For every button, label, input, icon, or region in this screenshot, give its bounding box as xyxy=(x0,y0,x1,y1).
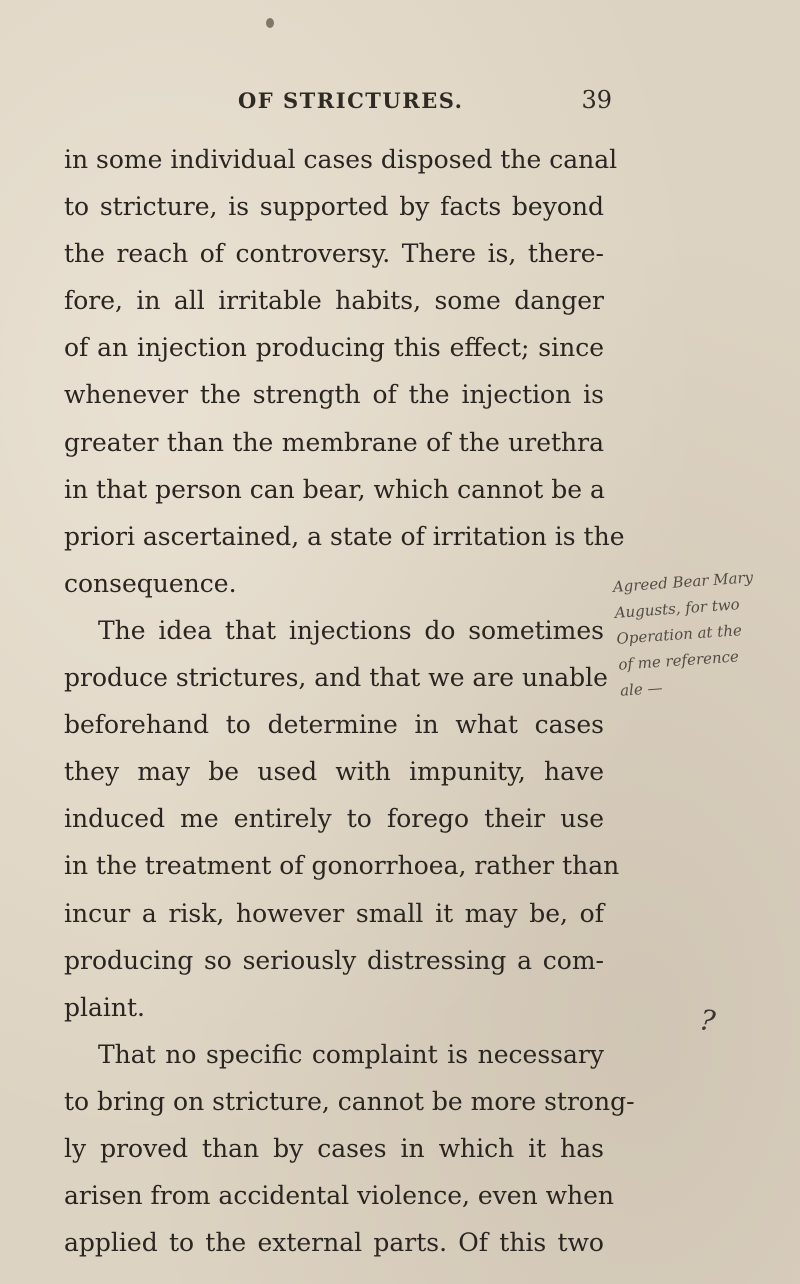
handwritten-margin-note xyxy=(612,561,800,704)
handwritten-question-mark: ? xyxy=(697,1003,718,1038)
running-head: OF STRICTURES. xyxy=(238,88,464,113)
text-line: to bring on stricture, cannot be more strong- xyxy=(64,1086,635,1116)
text-line: in that person can bear, which cannot be a xyxy=(64,474,605,504)
text-line: priori ascertained, a state of irritation is the xyxy=(64,521,625,551)
paragraph-start-line: That no specific complaint is necessary xyxy=(98,1039,604,1069)
ink-speck xyxy=(266,18,274,28)
text-line: produce strictures, and that we are unable xyxy=(64,663,608,693)
page-number: 39 xyxy=(581,86,612,114)
text-line: arisen from accidental violence, even when xyxy=(64,1181,615,1211)
body-text xyxy=(64,136,635,1266)
text-line: applied to the external parts. Of this two xyxy=(64,1228,604,1258)
paragraph-start-line: The idea that injections do sometimes xyxy=(98,615,604,645)
text-line: plaint. xyxy=(64,992,145,1022)
text-line: beforehand to determine in what cases xyxy=(64,710,604,740)
text-line: in the treatment of gonorrhoea, rather than xyxy=(64,851,620,881)
text-line: they may be used with impunity, have xyxy=(64,757,604,787)
text-line: of an injection producing this effect; since xyxy=(64,333,604,363)
text-line: ly proved than by cases in which it has xyxy=(64,1133,604,1163)
text-line: to stricture, is supported by facts beyond xyxy=(64,192,604,222)
page-header xyxy=(238,88,612,128)
text-line: induced me entirely to forego their use xyxy=(64,804,604,834)
margin-note-line: Operation at the xyxy=(615,621,743,648)
margin-note-line: Agreed Bear Mary xyxy=(612,568,754,596)
text-line: in some individual cases disposed the canal xyxy=(64,145,618,174)
text-line: greater than the membrane of the urethra xyxy=(64,427,604,457)
text-line: the reach of controversy. There is, there- xyxy=(64,239,604,269)
text-line: producing so seriously distressing a com- xyxy=(64,945,604,975)
text-line: incur a risk, however small it may be, of xyxy=(64,898,604,928)
text-line: whenever the strength of the injection is xyxy=(64,380,604,410)
margin-note-line: Augusts, for two xyxy=(614,595,741,622)
text-line: fore, in all irritable habits, some danger xyxy=(64,286,604,316)
text-line: consequence. xyxy=(64,568,237,598)
margin-note-line: of me reference xyxy=(617,647,740,674)
margin-note-line: ale — xyxy=(619,678,664,700)
